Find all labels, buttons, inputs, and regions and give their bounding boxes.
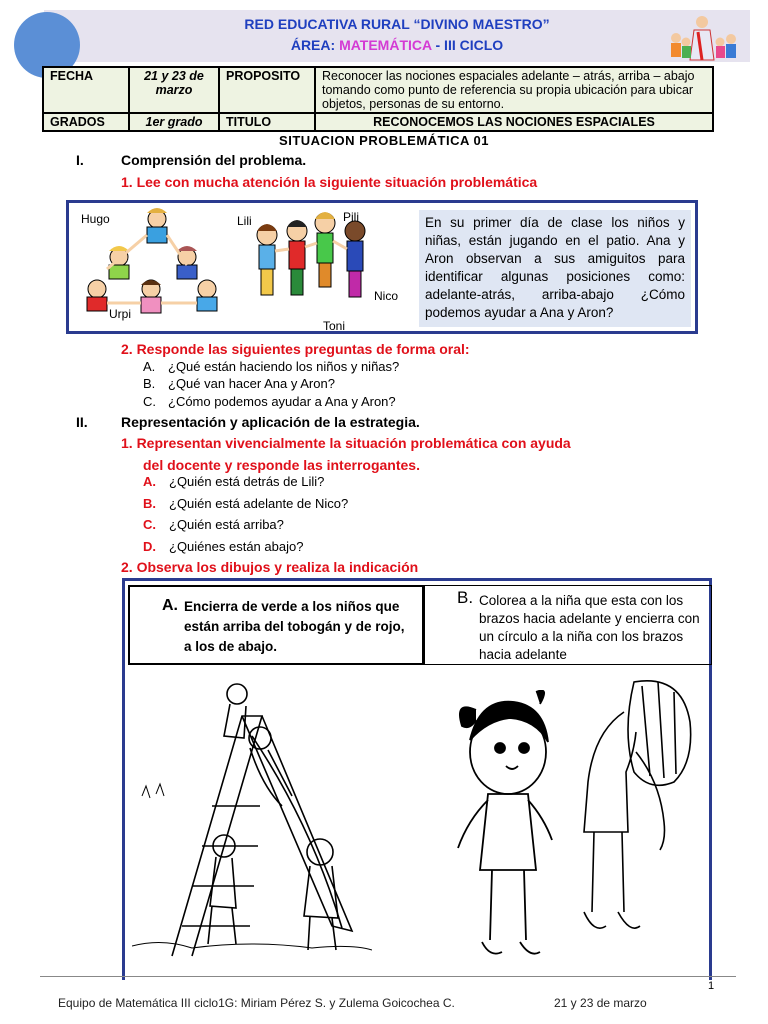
question-letter: D. [143, 539, 156, 554]
question-a [143, 474, 324, 489]
question-text: ¿Quiénes están abajo? [169, 539, 304, 554]
section1-item1: 1. Lee con mucha atención la siguiente situación problemática [121, 174, 538, 190]
question-text: ¿Quién está adelante de Nico? [169, 496, 349, 511]
girl-bending-illustration [564, 672, 706, 972]
question-text: ¿Quién está detrás de Lili? [169, 474, 325, 489]
fecha-value: 21 y 23 de marzo [129, 67, 219, 113]
titulo-value: RECONOCEMOS LAS NOCIONES ESPACIALES [315, 113, 713, 131]
titulo-label: TITULO [219, 113, 315, 131]
task-b-text: Colorea a la niña que esta con los brazos hacia adelante y encierra con un círculo a la niña con los brazos hacia adelante [479, 593, 700, 662]
footer-divider [40, 976, 736, 977]
fecha-label: FECHA [43, 67, 129, 113]
slide-children-illustration [132, 676, 372, 972]
question-text: ¿Quién está arriba? [169, 517, 284, 532]
proposito-label: PROPOSITO [219, 67, 315, 113]
lesson-info-table [42, 66, 714, 132]
name-pili: Pili [343, 210, 360, 224]
oral-question-c [143, 394, 396, 409]
question-letter: B. [143, 376, 156, 391]
section2-item1-line1: 1. Representan vivencialmente la situación problemática con ayuda [121, 435, 571, 451]
question-letter: A. [143, 359, 156, 374]
story-text: En su primer día de clase los niños y niñas, están jugando en el patio. Ana y Aron observan a sus amiguitos para identificar algunas posiciones como: adelante-atrás, arriba-abajo ¿Cómo podemos ayudar a Ana y Aron? [419, 210, 691, 327]
oral-question-a [143, 359, 399, 374]
task-a-letter: A. [162, 597, 178, 614]
grados-label: GRADOS [43, 113, 129, 131]
kids-jesus-logo-icon [664, 12, 740, 62]
footer-credits: Equipo de Matemática III ciclo1G: Miriam Pérez S. y Zulema Goicochea C. [58, 996, 455, 1010]
question-b [143, 496, 348, 511]
question-text: ¿Cómo podemos ayudar a Ana y Aron? [168, 394, 396, 409]
section2-item2: 2. Observa los dibujos y realiza la indicación [121, 559, 419, 575]
name-hugo: Hugo [81, 212, 110, 226]
area-label: ÁREA: [290, 37, 336, 53]
task-b-box [424, 585, 712, 665]
question-letter: C. [143, 394, 156, 409]
story-box [66, 200, 698, 334]
area-value: MATEMÁTICA [339, 37, 432, 53]
task-b-letter: B. [457, 588, 474, 607]
name-urpi: Urpi [109, 307, 132, 321]
proposito-value: Reconocer las nociones espaciales adelante – atrás, arriba – abajo tomando como punto de referencia su propia ubicación para ubicar objetos, personas de su entorno. [315, 67, 713, 113]
question-letter: C. [143, 517, 156, 532]
section1-title: Comprensión del problema. [121, 152, 307, 168]
question-text: ¿Qué van hacer Ana y Aron? [168, 376, 335, 391]
question-d [143, 539, 303, 554]
oral-question-b [143, 376, 335, 391]
page-number: 1 [708, 980, 715, 992]
task-a-text: Encierra de verde a los niños que están arriba del tobogán y de rojo, a los de abajo. [184, 599, 405, 654]
question-c [143, 517, 284, 532]
situation-title: SITUACION PROBLEMÁTICA 01 [279, 133, 489, 148]
question-letter: B. [143, 496, 156, 511]
grados-value: 1er grado [129, 113, 219, 131]
name-nico: Nico [374, 289, 399, 303]
section2-numeral: II. [76, 414, 88, 430]
name-lili: Lili [237, 214, 252, 228]
network-title: RED EDUCATIVA RURAL “DIVINO MAESTRO” [244, 16, 550, 32]
name-toni: Toni [323, 319, 346, 333]
section2-item1-line2: del docente y responde las interrogantes. [143, 457, 420, 473]
section1-numeral: I. [76, 152, 84, 168]
footer-date: 21 y 23 de marzo [554, 996, 647, 1010]
cycle-label: - III CICLO [431, 37, 504, 53]
task-a-box [128, 585, 424, 665]
question-letter: A. [143, 474, 156, 489]
girl-arms-forward-illustration [440, 690, 560, 972]
question-text: ¿Qué están haciendo los niños y niñas? [168, 359, 400, 374]
section1-item2: 2. Responde las siguientes preguntas de forma oral: [121, 341, 470, 357]
area-title [44, 37, 750, 53]
document-header [44, 10, 750, 62]
section2-title: Representación y aplicación de la estrategia. [121, 414, 420, 430]
